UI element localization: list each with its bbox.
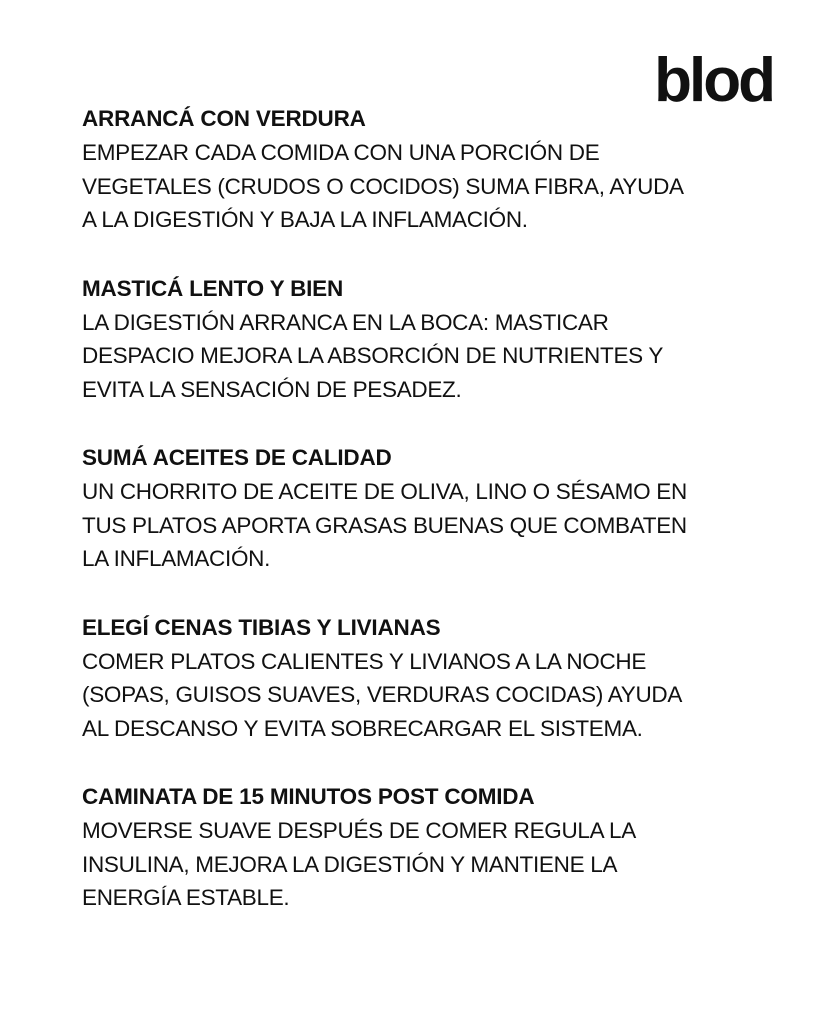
tip-title: ELEGÍ CENAS TIBIAS Y LIVIANAS xyxy=(82,614,441,640)
tip-body-line: TUS PLATOS APORTA GRASAS BUENAS QUE COMBATEN xyxy=(82,512,687,538)
tip-title: SUMÁ ACEITES DE CALIDAD xyxy=(82,445,392,470)
tip-body xyxy=(82,475,762,576)
tip-body-line: MOVERSE SUAVE DESPUÉS DE COMER REGULA LA xyxy=(82,818,636,843)
tip-body xyxy=(82,814,762,915)
tip-body-line: EMPEZAR CADA COMIDA CON UNA PORCIÓN DE xyxy=(82,140,600,165)
tip-title: MASTICÁ LENTO Y BIEN xyxy=(82,275,344,301)
tip-item xyxy=(82,441,762,576)
tip-title: ARRANCÁ CON VERDURA xyxy=(82,106,366,131)
tip-item xyxy=(82,272,762,407)
tip-body-line: LA INFLAMACIÓN. xyxy=(82,546,271,571)
tip-body-line: UN CHORRITO DE ACEITE DE OLIVA, LINO O SÉSAMO EN xyxy=(82,479,687,504)
tip-body-line: DESPACIO MEJORA LA ABSORCIÓN DE NUTRIENTES Y xyxy=(82,343,664,368)
brand-logo: blod xyxy=(654,46,773,115)
tip-item xyxy=(82,611,762,746)
tip-body xyxy=(82,306,762,407)
tip-title: CAMINATA DE 15 MINUTOS POST COMIDA xyxy=(82,784,535,809)
tip-body xyxy=(82,136,762,237)
tip-body-line: EVITA LA SENSACIÓN DE PESADEZ. xyxy=(82,376,462,402)
tip-body-line: (SOPAS, GUISOS SUAVES, VERDURAS COCIDAS) AYUDA xyxy=(82,682,683,707)
tip-body-line: LA DIGESTIÓN ARRANCA EN LA BOCA: MASTICAR xyxy=(82,309,609,335)
tip-body-line: COMER PLATOS CALIENTES Y LIVIANOS A LA NOCHE xyxy=(82,648,647,674)
tip-body-line: INSULINA, MEJORA LA DIGESTIÓN Y MANTIENE LA xyxy=(82,851,618,877)
tip-body-line: AL DESCANSO Y EVITA SOBRECARGAR EL SISTEMA. xyxy=(82,715,643,741)
tip-body-line: ENERGÍA ESTABLE. xyxy=(82,885,290,910)
tips-list xyxy=(82,102,762,950)
tip-body-line: A LA DIGESTIÓN Y BAJA LA INFLAMACIÓN. xyxy=(82,207,528,232)
tip-item xyxy=(82,102,762,237)
tip-body xyxy=(82,645,762,746)
tip-item xyxy=(82,780,762,915)
tip-body-line: VEGETALES (CRUDOS O COCIDOS) SUMA FIBRA, AYUDA xyxy=(82,173,684,199)
